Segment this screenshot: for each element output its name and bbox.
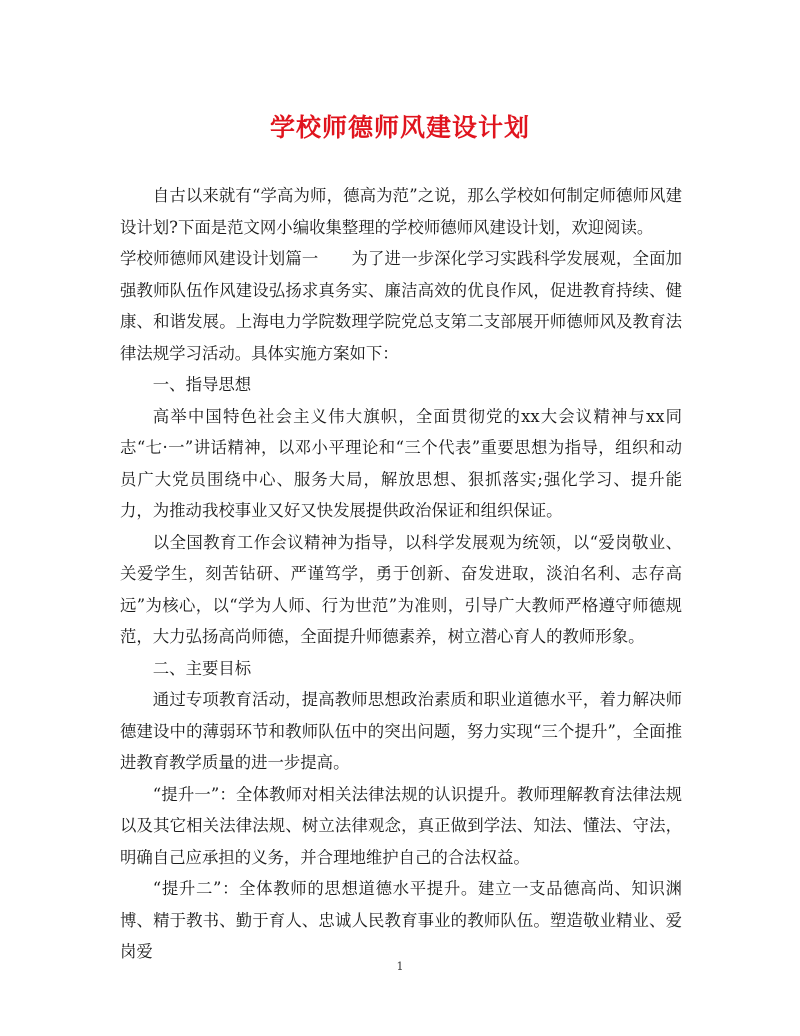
page-number: 1 <box>396 960 404 973</box>
heading-main-goals: 二、主要目标 <box>152 658 252 678</box>
paragraph-plan-one: 学校师德师风建设计划篇一 为了进一步深化学习实践科学发展观，全面加强教师队伍作风建设弘扬求真务实、廉洁高效的优良作风，促进教育持续、健康、和谐发展。上海电力学院数理学院党总支第二支部展开师德师风及教育法律法规学习活动。具体实施方案如下： <box>120 249 682 363</box>
heading-guiding-ideology: 一、指导思想 <box>152 375 252 394</box>
paragraph-goals: 通过专项教育活动，提高教师思想政治素质和职业道德水平，着力解决师德建设中的薄弱环节和教师队伍中的突出问题，努力实现“三个提升”，全面推进教育教学质量的进一步提高。 <box>120 690 682 772</box>
document-title: 学校师德师风建设计划 <box>269 113 530 142</box>
paragraph-ideology-2: 以全国教育工作会议精神为指导，以科学发展观为统领，以“爱岗敬业、关爱学生，刻苦钻研、严谨笃学，勇于创新、奋发进取，淡泊名利、志存高远”为核心，以“学为人师、行为世范”为准则，引导广大教师严格遵守师德规范，大力弘扬高尚师德，全面提升师德素养，树立潜心育人的教师形象。 <box>120 532 682 646</box>
paragraph-ideology-1: 高举中国特色社会主义伟大旗帜，全面贯彻党的xx大会议精神与xx同志“七·一”讲话精神，以邓小平理论和“三个代表”重要思想为指导，组织和动员广大党员围绕中心、服务大局，解放思想、狠抓落实;强化学习、提升能力，为推动我校事业又好又快发展提供政治保证和组织保证。 <box>120 406 682 520</box>
paragraph-improvement-two: “提升二”：全体教师的思想道德水平提升。建立一支品德高尚、知识渊博、精于教书、勤于育人、忠诚人民教育事业的教师队伍。塑造敬业精业、爱岗爱 <box>120 879 682 961</box>
paragraph-intro: 自古以来就有“学高为师，德高为范”之说，那么学校如何制定师德师风建设计划?下面是范文网小编收集整理的学校师德师风建设计划，欢迎阅读。 <box>120 186 682 237</box>
document-body <box>120 180 682 968</box>
paragraph-improvement-one: “提升一”：全体教师对相关法律法规的认识提升。教师理解教育法律法规以及其它相关法律法规、树立法律观念，真正做到学法、知法、懂法、守法，明确自己应承担的义务，并合理地维护自己的合法权益。 <box>120 784 682 867</box>
